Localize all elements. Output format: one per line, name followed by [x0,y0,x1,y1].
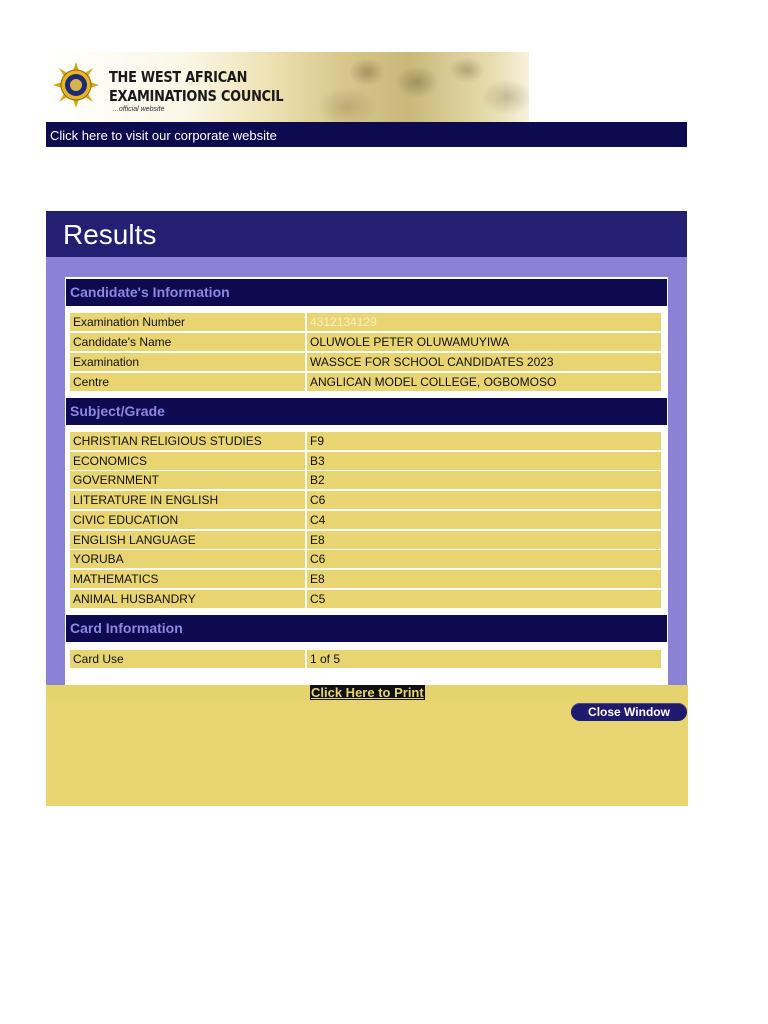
subject-name: CIVIC EDUCATION [73,513,179,527]
info-value: WASSCE FOR SCHOOL CANDIDATES 2023 [310,355,554,369]
info-row-centre [70,373,661,391]
card-info-heading [66,615,667,642]
banner-photo [307,52,529,122]
info-label: Examination Number [73,315,186,329]
close-window-button[interactable]: Close Window [571,703,687,721]
corporate-link-bar [46,122,687,147]
section-title: Candidate's Information [70,284,230,300]
info-label: Card Use [73,652,124,666]
info-value: 4312134129 [310,315,377,329]
subject-grade: C5 [310,592,326,606]
subject-grade: B3 [310,454,325,468]
corporate-website-link[interactable]: Click here to visit our corporate website [50,128,277,143]
subject-name: YORUBA [73,552,124,566]
subject-name: MATHEMATICS [73,572,159,586]
waec-logo-icon [53,62,99,108]
info-value: OLUWOLE PETER OLUWAMUYIWA [310,335,510,349]
subject-grade: C6 [310,493,326,507]
table-row [70,491,661,509]
org-name-line2: EXAMINATIONS COUNCIL [109,87,284,105]
table-row [70,511,661,529]
section-title: Subject/Grade [70,403,165,419]
info-row-candidate-name [70,333,661,351]
subject-grade: C6 [310,552,326,566]
candidate-info-heading [66,279,667,306]
info-row-examination [70,353,661,371]
subject-grade: E8 [310,533,325,547]
info-row-card-use [70,650,661,668]
org-name-line1: THE WEST AFRICAN [109,68,248,86]
section-title: Card Information [70,620,183,636]
info-label: Candidate's Name [73,335,172,349]
subject-name: ENGLISH LANGUAGE [73,533,196,547]
subject-name: GOVERNMENT [73,473,160,487]
table-row [70,452,661,470]
table-row [70,471,661,489]
info-value: ANGLICAN MODEL COLLEGE, OGBOMOSO [310,375,557,389]
subject-name: LITERATURE IN ENGLISH [73,493,219,507]
page-title: Results [63,219,157,250]
info-row-exam-number [70,313,661,331]
subject-name: ECONOMICS [73,454,148,468]
subject-name: ANIMAL HUSBANDRY [73,592,196,606]
header-banner [47,52,529,122]
subject-grade: B2 [310,473,325,487]
subject-grade-heading [66,398,667,425]
print-link[interactable]: Click Here to Print [311,685,424,700]
table-row [70,550,661,568]
info-value: 1 of 5 [310,652,341,666]
subject-grade: E8 [310,572,325,586]
info-label: Examination [73,355,140,369]
subject-grade: F9 [310,434,325,448]
subject-name: CHRISTIAN RELIGIOUS STUDIES [73,434,262,448]
results-header [46,211,687,257]
org-tagline: ...official website [113,106,165,113]
table-row [70,531,661,549]
table-row [70,590,661,608]
table-row [70,432,661,450]
table-row [70,570,661,588]
subject-grade: C4 [310,513,326,527]
info-label: Centre [73,375,110,389]
